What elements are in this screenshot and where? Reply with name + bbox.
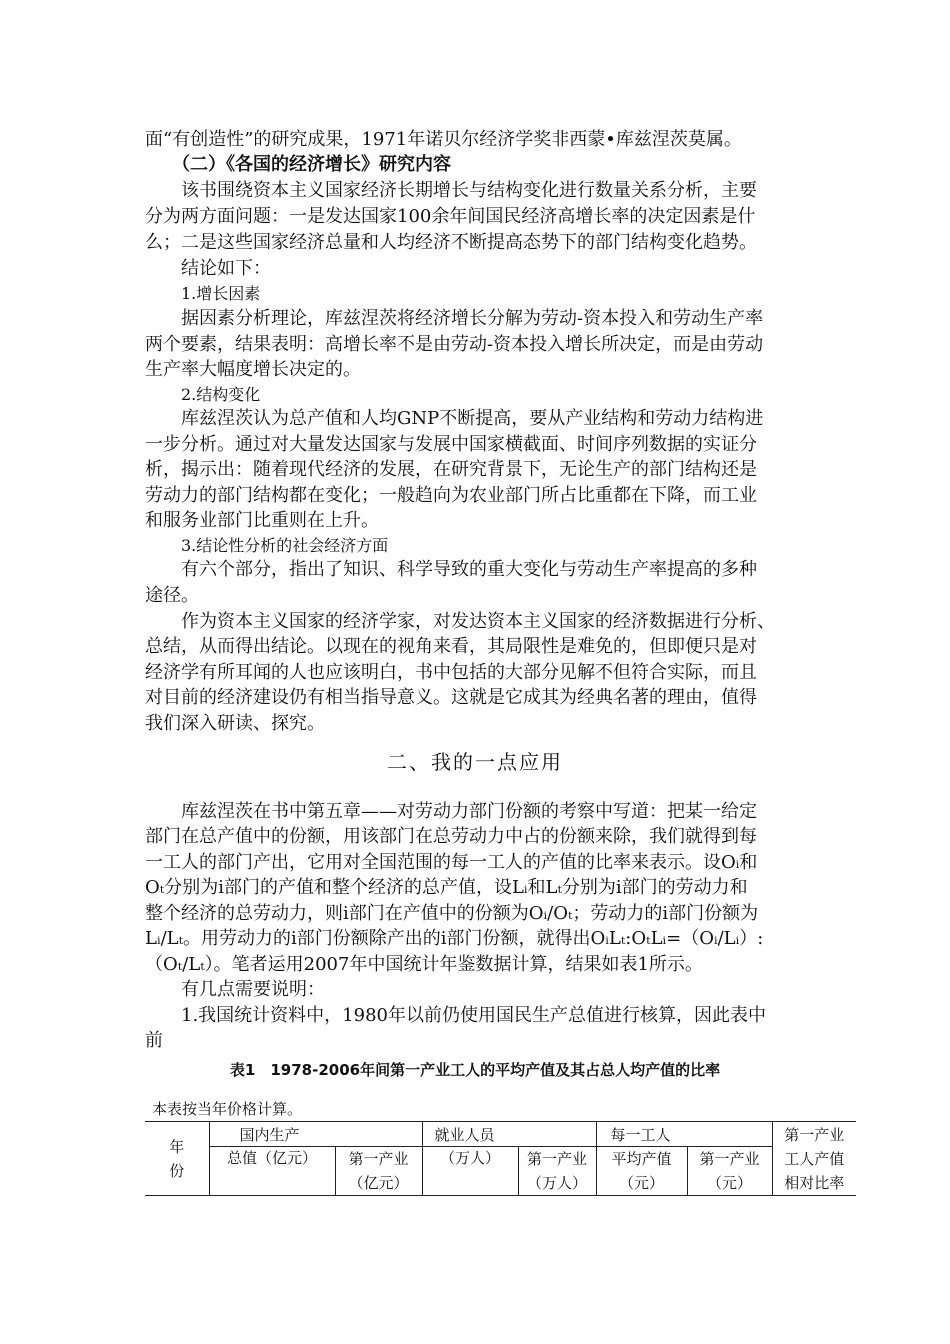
header-per-worker-primary: 第一产业 （元） [687,1147,772,1196]
paragraph-line: 我们深入研读、探究。 [145,713,325,734]
paragraph-line: 库兹涅茨在书中第五章——对劳动力部门份额的考察中写道：把某一给定 [181,801,757,822]
paragraph-line: 一步分析。通过对大量发达国家与发展中国家横截面、时间序列数据的实证分 [145,434,757,455]
paragraph-line: 析，揭示出：随着现代经济的发展，在研究背景下，无论生产的部门结构还是 [145,459,757,480]
paragraph-line: 生产率大幅度增长决定的。 [145,359,361,380]
paragraph-line: 么；二是这些国家经济总量和人均经济不断提高态势下的部门结构变化趋势。 [145,232,757,253]
paragraph-line: 途径。 [145,585,199,606]
paragraph-line: 库兹涅茨认为总产值和人均GNP不断提高，要从产业结构和劳动力结构进 [181,408,764,429]
header-employment-primary: 第一产业 （万人） [518,1147,596,1196]
list-item-title: 1.增长因素 [181,284,261,303]
header-per-worker-average: 平均产值 （元） [596,1147,687,1196]
paragraph-line: 作为资本主义国家的经济学家，对发达资本主义国家的经济数据进行分析、 [181,611,775,632]
paragraph-line: Lᵢ/Lₜ。用劳动力的i部门份额除产出的i部门份额，就得出OᵢLₜ:OₜLᵢ=（Oᵢ/Lᵢ）: [145,928,764,949]
header-year: 年 份 [145,1122,209,1196]
paragraph-line: 劳动力的部门结构都在变化；一般趋向为农业部门所占比重都在下降，而工业 [145,485,757,506]
paragraph-line: （Oₜ/Lₜ）。笔者运用2007年中国统计年鉴数据计算，结果如表1所示。 [145,954,703,975]
paragraph-line: 有几点需要说明： [181,979,325,1000]
paragraph-line: 和服务业部门比重则在上升。 [145,510,379,531]
header-employment-total: （万人） [422,1147,518,1196]
list-item-title: 3.结论性分析的社会经济方面 [181,536,389,555]
paragraph-line: 1.我国统计资料中，1980年以前仍使用国民生产总值进行核算，因此表中 [181,1005,766,1026]
header-employment: 就业人员 [422,1122,596,1147]
paragraph-line: 有六个部分，指出了知识、科学导致的重大变化与劳动生产率提高的多种 [181,559,757,580]
paragraph-line: 整个经济的总劳动力，则i部门在产值中的份额为Oᵢ/Oₜ；劳动力的i部门份额为 [145,903,759,924]
header-relative-ratio: 第一产业 工人产值 相对比率 [772,1122,856,1196]
table-note: 本表按当年价格计算。 [152,1100,303,1118]
paragraph-line: 前 [145,1030,163,1051]
paragraph-line: 该书围绕资本主义国家经济长期增长与结构变化进行数量关系分析，主要 [181,180,757,201]
paragraph-line: 一工人的部门产出，它用对全国范围的每一工人的产值的比率来表示。设Oᵢ和 [145,852,758,873]
paragraph-line: 总结，从而得出结论。以现在的视角来看，其局限性是难免的，但即便只是对 [145,636,757,657]
paragraph-line: 结论如下： [181,258,271,279]
paragraph-line: 据因素分析理论，库兹涅茨将经济增长分解为劳动-资本投入和劳动生产率 [181,308,764,329]
header-gdp-primary: 第一产业 （亿元） [335,1147,422,1196]
data-table [145,1121,856,1196]
table-caption: 表1 1978-2006年间第一产业工人的平均产值及其占总人均产值的比率 [229,1061,721,1079]
list-item-title: 2.结构变化 [181,385,261,404]
section-heading: （二）《各国的经济增长》研究内容 [172,154,451,175]
paragraph-line: 两个要素，结果表明：高增长率不是由劳动-资本投入增长所决定，而是由劳动 [145,334,764,355]
paragraph-line: 分为两方面问题：一是发达国家100余年间国民经济高增长率的决定因素是什 [145,206,756,227]
paragraph-line: 对目前的经济建设仍有相当指导意义。这就是它成其为经典名著的理由，值得 [145,687,757,708]
header-gdp: 国内生产 [209,1122,422,1147]
paragraph-line: 部门在总产值中的份额，用该部门在总劳动力中占的份额来除，我们就得到每 [145,826,757,847]
header-gdp-total: 总值（亿元） [209,1147,335,1196]
paragraph-line: 面“有创造性”的研究成果，1971年诺贝尔经济学奖非西蒙•库兹涅茨莫属。 [145,129,742,150]
chapter-heading: 二、我的一点应用 [387,750,563,774]
paragraph-line: Oₜ分别为i部门的产值和整个经济的总产值，设Lᵢ和Lₜ分别为i部门的劳动力和 [145,877,748,898]
paragraph-line: 经济学有所耳闻的人也应该明白，书中包括的大部分见解不但符合实际，而且 [145,662,757,683]
header-per-worker: 每一工人 [596,1122,772,1147]
